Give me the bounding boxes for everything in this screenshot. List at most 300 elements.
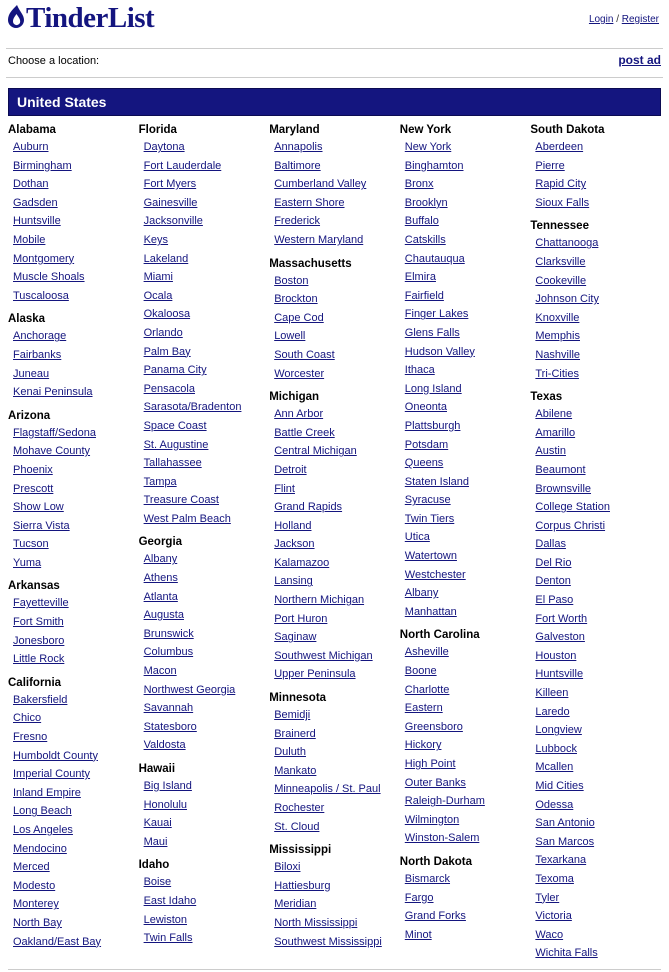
- city-link[interactable]: Fort Lauderdale: [143, 159, 222, 172]
- list-item: [405, 584, 525, 603]
- city-link[interactable]: Rochester: [274, 802, 325, 814]
- list-item: [144, 777, 264, 796]
- city-link[interactable]: Mcallen: [535, 761, 574, 774]
- list-item: [535, 610, 655, 629]
- city-link[interactable]: Utica: [404, 531, 430, 544]
- city-link[interactable]: Phoenix: [13, 463, 53, 476]
- city-link[interactable]: Memphis: [535, 330, 580, 343]
- city-link[interactable]: Meridian: [274, 898, 317, 911]
- list-item: [405, 528, 525, 547]
- city-link[interactable]: Dothan: [13, 178, 49, 191]
- city-link[interactable]: Columbus: [143, 646, 194, 659]
- city-link[interactable]: West Palm Beach: [143, 512, 231, 525]
- city-link[interactable]: Big Island: [143, 780, 192, 792]
- city-link[interactable]: Honolulu: [143, 798, 188, 811]
- city-link[interactable]: Binghamton: [404, 159, 464, 172]
- city-link[interactable]: Modesto: [13, 879, 56, 892]
- city-link[interactable]: Long Beach: [13, 805, 72, 818]
- city-link[interactable]: North Bay: [13, 916, 62, 929]
- city-link[interactable]: Cookeville: [535, 274, 587, 287]
- city-list: [8, 594, 133, 668]
- list-item: [274, 877, 394, 896]
- city-link[interactable]: Los Angeles: [13, 824, 73, 836]
- city-link[interactable]: Aberdeen: [535, 141, 584, 153]
- city-link[interactable]: Oneonta: [404, 401, 447, 414]
- list-item: [13, 231, 133, 250]
- list-item: [274, 194, 394, 213]
- city-link[interactable]: Brockton: [274, 293, 318, 306]
- register-link[interactable]: Register: [621, 14, 659, 25]
- list-item: [535, 665, 655, 684]
- city-link[interactable]: Humboldt County: [13, 749, 98, 762]
- list-item: [535, 591, 655, 610]
- city-link[interactable]: Sioux Falls: [535, 196, 590, 209]
- state-heading: Alabama: [8, 124, 56, 136]
- list-item: [13, 632, 133, 651]
- city-link[interactable]: Western Maryland: [274, 233, 364, 246]
- city-link[interactable]: Oakland/East Bay: [13, 935, 102, 948]
- city-link[interactable]: Brooklyn: [404, 196, 448, 209]
- city-link[interactable]: Juneau: [13, 367, 50, 380]
- city-link[interactable]: Savannah: [143, 702, 194, 715]
- city-link[interactable]: Athens: [143, 572, 178, 585]
- city-link[interactable]: Bronx: [404, 178, 434, 191]
- city-link[interactable]: Sierra Vista: [13, 519, 70, 532]
- list-item: [274, 157, 394, 176]
- city-link[interactable]: Fayetteville: [13, 597, 69, 610]
- city-list: [269, 405, 394, 684]
- city-link[interactable]: Jonesboro: [13, 634, 65, 647]
- city-link[interactable]: Chautauqua: [404, 252, 465, 265]
- city-link[interactable]: Baltimore: [274, 159, 321, 172]
- city-link[interactable]: Pierre: [535, 159, 565, 172]
- list-item: [144, 436, 264, 455]
- city-link[interactable]: Saginaw: [274, 631, 317, 644]
- city-link[interactable]: Fresno: [13, 731, 48, 744]
- city-link[interactable]: Fairbanks: [13, 348, 62, 361]
- list-item: [274, 405, 394, 424]
- list-item: [535, 572, 655, 591]
- city-link[interactable]: Knoxville: [535, 311, 580, 324]
- city-link[interactable]: Eastern Shore: [274, 196, 345, 209]
- list-item: [13, 461, 133, 480]
- city-link[interactable]: Fort Smith: [13, 616, 64, 629]
- city-link[interactable]: Show Low: [13, 501, 64, 514]
- city-link[interactable]: Ithaca: [404, 364, 435, 377]
- city-link[interactable]: New York: [404, 141, 452, 153]
- list-item: [274, 780, 394, 799]
- city-list: [269, 706, 394, 836]
- city-link[interactable]: Port Huron: [274, 612, 328, 625]
- list-item: [144, 796, 264, 815]
- city-link[interactable]: Victoria: [535, 910, 572, 923]
- city-link[interactable]: Waco: [535, 928, 564, 941]
- city-link[interactable]: Hudson Valley: [404, 345, 475, 358]
- city-link[interactable]: Brunswick: [143, 627, 194, 640]
- city-link[interactable]: Elmira: [404, 271, 436, 284]
- list-item: [274, 231, 394, 250]
- city-link[interactable]: Northwest Georgia: [143, 683, 236, 696]
- city-link[interactable]: Twin Falls: [143, 932, 193, 945]
- city-link[interactable]: Maui: [143, 835, 168, 848]
- city-link[interactable]: Macon: [143, 665, 177, 678]
- city-link[interactable]: Annapolis: [274, 141, 323, 153]
- city-link[interactable]: Tampa: [143, 475, 177, 488]
- city-link[interactable]: Ann Arbor: [274, 408, 324, 421]
- list-item: [13, 287, 133, 306]
- list-item: [535, 535, 655, 554]
- city-link[interactable]: El Paso: [535, 594, 574, 607]
- city-link[interactable]: Lubbock: [535, 742, 577, 755]
- state-heading: Hawaii: [138, 763, 176, 775]
- city-link[interactable]: Corpus Christi: [535, 519, 606, 532]
- list-item: [13, 594, 133, 613]
- city-link[interactable]: Abilene: [535, 408, 573, 421]
- city-link[interactable]: Outer Banks: [404, 776, 466, 789]
- state-heading: Michigan: [269, 391, 320, 404]
- city-link[interactable]: Plattsburgh: [404, 419, 461, 432]
- city-link[interactable]: San Marcos: [535, 835, 595, 848]
- city-link[interactable]: Mid Cities: [535, 780, 584, 792]
- city-link[interactable]: Tyler: [535, 891, 560, 904]
- list-item: [144, 417, 264, 436]
- city-link[interactable]: Laredo: [535, 705, 570, 718]
- list-item: [13, 138, 133, 157]
- city-link[interactable]: Dallas: [535, 538, 566, 551]
- list-item: [13, 250, 133, 269]
- city-link[interactable]: Merced: [13, 861, 50, 874]
- city-link[interactable]: Lowell: [274, 330, 306, 343]
- list-item: [13, 747, 133, 766]
- city-link[interactable]: Lakeland: [143, 252, 189, 265]
- city-link[interactable]: Killeen: [535, 687, 569, 700]
- city-link[interactable]: Sarasota/Bradenton: [143, 401, 242, 414]
- city-link[interactable]: Daytona: [143, 141, 185, 153]
- city-link[interactable]: Frederick: [274, 215, 321, 228]
- city-link[interactable]: Keys: [143, 233, 169, 246]
- city-link[interactable]: Texarkana: [535, 854, 587, 867]
- list-item: [405, 926, 525, 945]
- city-link[interactable]: Houston: [535, 649, 577, 662]
- city-link[interactable]: Battle Creek: [274, 426, 335, 439]
- login-link[interactable]: Login: [588, 14, 614, 25]
- city-link[interactable]: Imperial County: [13, 768, 91, 781]
- city-link[interactable]: Palm Bay: [143, 345, 191, 358]
- state-heading: Minnesota: [269, 692, 327, 705]
- city-link[interactable]: Amarillo: [535, 426, 576, 439]
- city-link[interactable]: Little Rock: [13, 653, 65, 666]
- list-item: [405, 268, 525, 287]
- city-link[interactable]: Chattanooga: [535, 237, 599, 250]
- city-list: [139, 873, 264, 947]
- list-item: [274, 175, 394, 194]
- city-link[interactable]: Biloxi: [274, 861, 301, 874]
- list-item: [274, 895, 394, 914]
- list-item: [535, 814, 655, 833]
- city-link[interactable]: Albany: [143, 553, 178, 566]
- city-link[interactable]: Fort Myers: [143, 178, 197, 191]
- state-block: [530, 391, 655, 963]
- city-link[interactable]: Eastern: [404, 702, 443, 715]
- city-link[interactable]: Flint: [274, 482, 295, 495]
- city-link[interactable]: Albany: [404, 587, 439, 600]
- city-link[interactable]: South Coast: [274, 348, 335, 361]
- city-link[interactable]: Finger Lakes: [404, 308, 469, 321]
- city-link[interactable]: Boise: [143, 876, 172, 889]
- city-link[interactable]: College Station: [535, 501, 610, 514]
- city-link[interactable]: Syracuse: [404, 494, 451, 507]
- state-block: [400, 629, 525, 848]
- city-link[interactable]: Holland: [274, 519, 312, 532]
- city-link[interactable]: Kalamazoo: [274, 556, 330, 569]
- city-link[interactable]: Wichita Falls: [535, 947, 598, 960]
- city-link[interactable]: Central Michigan: [274, 445, 357, 458]
- state-block: [8, 580, 133, 668]
- state-block: [269, 844, 394, 951]
- list-item: [144, 157, 264, 176]
- top-bar: [0, 0, 669, 44]
- list-item: [144, 606, 264, 625]
- list-item: [274, 272, 394, 291]
- city-list: [8, 327, 133, 401]
- city-link[interactable]: Northern Michigan: [274, 594, 365, 607]
- city-link[interactable]: East Idaho: [143, 894, 197, 907]
- list-item: [144, 892, 264, 911]
- list-item: [13, 691, 133, 710]
- list-item: [535, 327, 655, 346]
- city-link[interactable]: Tuscaloosa: [13, 289, 69, 302]
- city-link[interactable]: Fairfield: [404, 289, 444, 302]
- city-link[interactable]: Boston: [274, 274, 309, 287]
- city-link[interactable]: San Antonio: [535, 817, 595, 830]
- city-link[interactable]: Hickory: [404, 739, 442, 752]
- site-logo[interactable]: [6, 4, 661, 32]
- city-link[interactable]: Lewiston: [143, 913, 188, 926]
- list-item: [144, 212, 264, 231]
- city-link[interactable]: Raleigh-Durham: [404, 795, 485, 808]
- city-link[interactable]: Odessa: [535, 798, 574, 811]
- city-link[interactable]: Catskills: [404, 233, 446, 246]
- list-item: [405, 436, 525, 455]
- city-link[interactable]: Miami: [143, 271, 173, 284]
- list-item: [405, 755, 525, 774]
- city-link[interactable]: Boone: [404, 665, 437, 678]
- city-link[interactable]: Duluth: [274, 746, 306, 759]
- list-item: [13, 383, 133, 402]
- city-link[interactable]: Fort Worth: [535, 612, 588, 625]
- city-link[interactable]: Grand Rapids: [274, 501, 343, 514]
- city-link[interactable]: Staten Island: [404, 475, 469, 488]
- list-item: [274, 327, 394, 346]
- choose-location-label: Choose a location:: [8, 55, 100, 67]
- city-link[interactable]: Charlotte: [404, 683, 450, 696]
- city-link[interactable]: Huntsville: [13, 215, 61, 228]
- city-link[interactable]: Panama City: [143, 364, 207, 377]
- city-link[interactable]: Mendocino: [13, 842, 67, 855]
- city-link[interactable]: Wilmington: [404, 813, 460, 826]
- city-link[interactable]: Yuma: [13, 556, 42, 569]
- city-link[interactable]: Chico: [13, 712, 42, 725]
- city-link[interactable]: St. Cloud: [274, 820, 320, 833]
- city-link[interactable]: Birmingham: [13, 159, 72, 172]
- city-link[interactable]: Bismarck: [404, 872, 451, 885]
- city-link[interactable]: Valdosta: [143, 739, 186, 752]
- city-link[interactable]: Asheville: [404, 646, 449, 659]
- state-block: [400, 124, 525, 621]
- city-link[interactable]: Kenai Peninsula: [13, 386, 93, 399]
- city-link[interactable]: Manhattan: [404, 605, 457, 618]
- city-link[interactable]: Jackson: [274, 538, 315, 551]
- city-list: [530, 234, 655, 383]
- city-link[interactable]: Prescott: [13, 482, 54, 495]
- city-link[interactable]: Detroit: [274, 463, 307, 476]
- list-item: [405, 491, 525, 510]
- list-item: [535, 138, 655, 157]
- list-item: [13, 365, 133, 384]
- city-link[interactable]: Bakersfield: [13, 693, 68, 706]
- city-link[interactable]: Queens: [404, 457, 444, 470]
- city-link[interactable]: Montgomery: [13, 252, 75, 265]
- city-link[interactable]: Grand Forks: [404, 910, 466, 923]
- city-link[interactable]: Monterey: [13, 898, 59, 911]
- city-link[interactable]: Minot: [404, 928, 432, 941]
- city-link[interactable]: High Point: [404, 758, 456, 770]
- city-link[interactable]: Muscle Shoals: [13, 271, 85, 284]
- city-link[interactable]: Texoma: [535, 872, 574, 885]
- city-link[interactable]: Watertown: [404, 550, 457, 563]
- list-item: [144, 929, 264, 948]
- list-item: [274, 933, 394, 952]
- city-link[interactable]: Jacksonville: [143, 215, 203, 228]
- city-list: [269, 272, 394, 384]
- city-link[interactable]: Ocala: [143, 289, 173, 302]
- list-item: [405, 454, 525, 473]
- city-link[interactable]: Cape Cod: [274, 311, 324, 324]
- city-link[interactable]: Treasure Coast: [143, 494, 219, 507]
- city-link[interactable]: Pensacola: [143, 382, 195, 395]
- city-link[interactable]: Tri-Cities: [535, 367, 579, 380]
- city-link[interactable]: Long Island: [404, 382, 462, 395]
- city-link[interactable]: Galveston: [535, 631, 585, 644]
- list-item: [13, 728, 133, 747]
- city-link[interactable]: Longview: [535, 724, 582, 737]
- city-link[interactable]: Gadsden: [13, 196, 58, 209]
- city-link[interactable]: Southwest Michigan: [274, 649, 373, 662]
- city-link[interactable]: Clarksville: [535, 255, 586, 268]
- list-item: [405, 547, 525, 566]
- list-item: [274, 706, 394, 725]
- city-link[interactable]: Mankato: [274, 764, 317, 777]
- list-item: [535, 290, 655, 309]
- city-link[interactable]: Mohave County: [13, 445, 91, 458]
- list-item: [13, 442, 133, 461]
- city-link[interactable]: St. Augustine: [143, 438, 209, 451]
- city-link[interactable]: Beaumont: [535, 463, 586, 476]
- city-link[interactable]: Inland Empire: [13, 786, 81, 799]
- city-link[interactable]: Minneapolis / St. Paul: [274, 783, 381, 796]
- city-list: [400, 870, 525, 944]
- state-block: [8, 677, 133, 951]
- list-item: [535, 796, 655, 815]
- city-link[interactable]: Mobile: [13, 233, 46, 246]
- list-item: [535, 346, 655, 365]
- city-list: [8, 138, 133, 305]
- list-item: [274, 572, 394, 591]
- city-link[interactable]: Buffalo: [404, 215, 439, 228]
- city-link[interactable]: Tallahassee: [143, 457, 202, 470]
- post-ad-link[interactable]: post ad: [618, 53, 661, 67]
- state-block: [139, 763, 264, 851]
- city-link[interactable]: Okaloosa: [143, 308, 191, 321]
- state-heading: Texas: [530, 391, 563, 404]
- list-item: [405, 305, 525, 324]
- city-link[interactable]: Fargo: [404, 891, 434, 904]
- list-item: [274, 818, 394, 837]
- city-link[interactable]: Denton: [535, 575, 571, 588]
- city-link[interactable]: Cumberland Valley: [274, 178, 367, 191]
- city-link[interactable]: Nashville: [535, 348, 581, 361]
- city-link[interactable]: Lansing: [274, 575, 313, 588]
- city-link[interactable]: Augusta: [143, 609, 184, 622]
- city-link[interactable]: Potsdam: [404, 438, 449, 451]
- city-link[interactable]: Del Rio: [535, 556, 572, 569]
- city-link[interactable]: Brownsville: [535, 482, 592, 495]
- list-item: [13, 424, 133, 443]
- list-item: [535, 175, 655, 194]
- list-item: [274, 424, 394, 443]
- city-link[interactable]: Winston-Salem: [404, 832, 480, 845]
- city-link[interactable]: Hattiesburg: [274, 879, 331, 892]
- city-link[interactable]: Orlando: [143, 326, 183, 339]
- city-list: [139, 138, 264, 528]
- city-link[interactable]: Worcester: [274, 367, 325, 380]
- city-link[interactable]: Greensboro: [404, 720, 463, 733]
- city-link[interactable]: Twin Tiers: [404, 512, 455, 525]
- list-item: [405, 398, 525, 417]
- city-link[interactable]: Gainesville: [143, 196, 198, 209]
- list-item: [405, 231, 525, 250]
- city-link[interactable]: North Mississippi: [274, 916, 358, 929]
- city-link[interactable]: Brainerd: [274, 727, 316, 740]
- city-link[interactable]: Atlanta: [143, 590, 178, 603]
- city-link[interactable]: Southwest Mississippi: [274, 935, 382, 948]
- list-item: [535, 309, 655, 328]
- list-item: [274, 480, 394, 499]
- list-item: [144, 699, 264, 718]
- city-link[interactable]: Kauai: [143, 817, 172, 830]
- city-link[interactable]: Huntsville: [535, 668, 584, 681]
- list-item: [535, 833, 655, 852]
- city-link[interactable]: Statesboro: [143, 720, 197, 733]
- state-block: [400, 856, 525, 944]
- city-link[interactable]: Rapid City: [535, 178, 587, 191]
- city-link[interactable]: Westchester: [404, 568, 466, 581]
- city-link[interactable]: Tucson: [13, 538, 49, 551]
- city-link[interactable]: Auburn: [13, 141, 49, 153]
- state-heading: North Dakota: [399, 855, 472, 868]
- list-item: [274, 535, 394, 554]
- city-link[interactable]: Anchorage: [13, 330, 67, 343]
- city-link[interactable]: Upper Peninsula: [274, 668, 356, 681]
- city-link[interactable]: Johnson City: [535, 293, 599, 306]
- city-link[interactable]: Glens Falls: [404, 326, 460, 339]
- list-item: [535, 777, 655, 796]
- city-link[interactable]: Flagstaff/Sedona: [13, 426, 96, 439]
- list-item: [535, 703, 655, 722]
- city-link[interactable]: Austin: [535, 445, 566, 458]
- city-link[interactable]: Space Coast: [143, 419, 207, 432]
- city-link[interactable]: Bemidji: [274, 709, 311, 722]
